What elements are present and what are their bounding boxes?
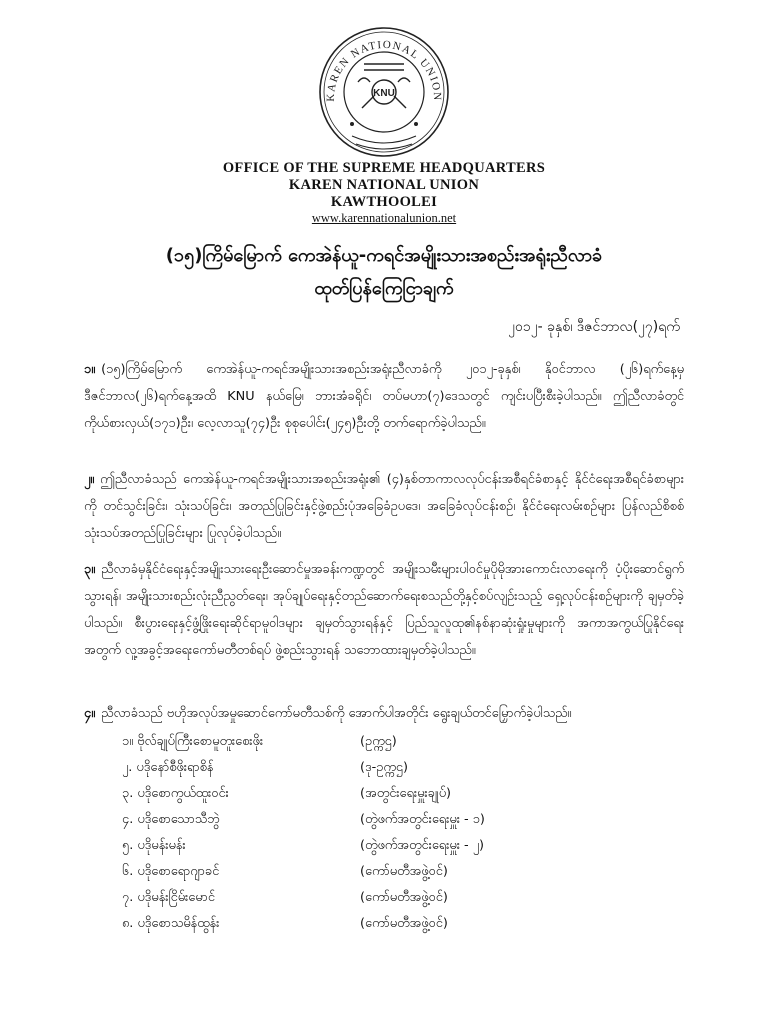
member-name: ၁။ ဗိုလ်ချုပ်ကြီးစောမူတူးစေးဖိုး bbox=[122, 734, 264, 749]
member-position: (ဒု-ဥက္ကဌ) bbox=[360, 760, 408, 775]
document-date: ၂၀၁၂- ခုနှစ်၊ ဒီဇင်ဘာလ(၂၇)ရက် bbox=[508, 319, 680, 335]
organization-name: KAREN NATIONAL UNION bbox=[288, 177, 480, 193]
member-name: ၅. ပဒိုမန်းမန်း bbox=[122, 838, 186, 853]
paragraph-number: ၄။ bbox=[84, 706, 96, 721]
website-link[interactable]: www.karennationalunion.net bbox=[311, 211, 457, 225]
office-heading: OFFICE OF THE SUPREME HEADQUARTERS bbox=[222, 160, 546, 176]
list-item bbox=[122, 730, 642, 754]
paragraph-1 bbox=[84, 356, 684, 437]
member-position: (တွဲဖက်အတွင်းရေးမှူး - ၂) bbox=[360, 838, 484, 853]
list-item bbox=[122, 808, 642, 832]
paragraph-number: ၂။ bbox=[84, 472, 95, 487]
member-name: ၆. ပဒိုစောရောဂျာခင် bbox=[122, 864, 220, 879]
paragraph-4 bbox=[84, 700, 684, 727]
knu-seal-logo bbox=[312, 24, 456, 162]
paragraph-text: (၁၅)ကြိမ်မြောက် ကေအဲန်ယူ-ကရင်အမျိုးသားအစည်းအရုံးညီလာခံကို ၂၀၁၂-ခုနှစ်၊ နိုဝင်ဘာလ (၂၆)ရက်နေ့မှ ဒီဇင်ဘာလ(၂၆)ရက်နေ့အထိ KNU နယ်မြေ၊ ဘားအံခရိုင်၊ တပ်မဟာ(၇)ဒေသတွင် ကျင်းပပြီးစီးခဲ့ပါသည်။ ဤညီလာခံတွင် ကိုယ်စားလှယ်(၁၇၁)ဦး၊ လေ့လာသူ(၇၄)ဦး စုစုပေါင်း(၂၄၅)ဦးတို့ တက်ရောက်ခဲ့ပါသည်။ bbox=[84, 362, 684, 431]
paragraph-text: ညီလာခံသည် ဗဟိုအလုပ်အမှုဆောင်ကော်မတီသစ်ကို အောက်ပါအတိုင်း ရွေးချယ်တင်မြှောက်ခဲ့ပါသည်။ bbox=[101, 706, 572, 721]
paragraph-text: ဤညီလာခံသည် ကေအဲန်ယူ-ကရင်အမျိုးသားအစည်းအရုံး၏ (၄)နှစ်တာကာလလုပ်ငန်းအစီရင်ခံစာနှင့် နိုင်ငံရေးအစီရင်ခံစာများကို တင်သွင်းခြင်း၊ သုံးသပ်ခြင်း၊ အတည်ပြုခြင်းနှင့်ဖွဲ့စည်းပုံအခြေခံဥပဒေ၊ အခြေခံလုပ်ငန်းစဉ်၊ နိုင်ငံရေးလမ်းစဉ်များ ပြန်လည်စိစစ်သုံးသပ်အတည်ပြုခြင်းများ ပြုလုပ်ခဲ့ပါသည်။ bbox=[84, 472, 684, 541]
member-position: (ကော်မတီအဖွဲ့ဝင်) bbox=[360, 916, 448, 931]
member-name: ၈. ပဒိုစောသမိန်ထွန်း bbox=[122, 916, 220, 931]
member-position: (ကော်မတီအဖွဲ့ဝင်) bbox=[360, 890, 448, 905]
list-item bbox=[122, 834, 642, 858]
paragraph-text: ညီလာခံမှနိုင်ငံရေးနှင့်အမျိုးသားရေးဦးဆောင်မှုအခန်းကဏ္ဍတွင် အမျိုးသမီးများပါဝင်မှုပိုမိုအားကောင်းလာရေးကို ပံ့ပိုးဆောင်ရွက်သွားရန်၊ အမျိုးသားစည်းလုံးညီညွတ်ရေး၊ အုပ်ချုပ်ရေးနှင့်တည်ဆောက်ရေးစသည်တို့နှင့်စပ်လျဉ်းသည့် ရှေ့လုပ်ငန်းစဉ်များကို ချမှတ်ခဲ့ပါသည်။ စီးပွားရေးနှင့်ဖွံ့ဖြိုးရေးဆိုင်ရာမူဝါဒများ ချမှတ်သွားရန်နှင့် ပြည်သူလူထု၏နစ်နာဆုံးရှုံးမှုများကို အကာအကွယ်ပြုနိုင်ရေးအတွက် လူ့အခွင့်အရေးကော်မတီတစ်ရပ် ဖွဲ့စည်းသွားရန် သဘောထားချမှတ်ခဲ့ပါသည်။ bbox=[84, 562, 684, 658]
paragraph-number: ၁။ bbox=[84, 362, 96, 377]
document-title-line1: (၁၅)ကြိမ်မြောက် ကေအဲန်ယူ-ကရင်အမျိုးသားအစည်းအရုံးညီလာခံ bbox=[165, 245, 603, 266]
member-position: (အတွင်းရေးမှူးချုပ်) bbox=[360, 786, 452, 801]
list-item bbox=[122, 860, 642, 884]
member-position: (ဥက္ကဌ) bbox=[360, 734, 397, 749]
member-position: (တွဲဖက်အတွင်းရေးမှူး - ၁) bbox=[360, 812, 485, 827]
list-item bbox=[122, 782, 642, 806]
list-item bbox=[122, 886, 642, 910]
member-position: (ကော်မတီအဖွဲ့ဝင်) bbox=[360, 864, 448, 879]
location-name: KAWTHOOLEI bbox=[330, 194, 438, 210]
member-name: ၇. ပဒိုမန်းငြိမ်းမောင် bbox=[122, 890, 215, 905]
paragraph-number: ၃။ bbox=[84, 562, 96, 577]
member-name: ၄. ပဒိုစောသောသီဘွဲ bbox=[122, 812, 220, 827]
paragraph-3 bbox=[84, 556, 684, 664]
seal-center-text: KNU bbox=[373, 88, 395, 99]
list-item bbox=[122, 912, 642, 936]
seal-ring-text: KAREN NATIONAL UNION bbox=[324, 38, 444, 102]
paragraph-2 bbox=[84, 466, 684, 547]
document-title-line2: ထုတ်ပြန်ကြေငြာချက် bbox=[314, 278, 454, 299]
member-name: ၃. ပဒိုစောကွယ်ထူးဝင်း bbox=[122, 786, 229, 801]
list-item bbox=[122, 756, 642, 780]
member-name: ၂. ပဒိုနော်စီဖိုးရာစိန် bbox=[122, 760, 214, 775]
